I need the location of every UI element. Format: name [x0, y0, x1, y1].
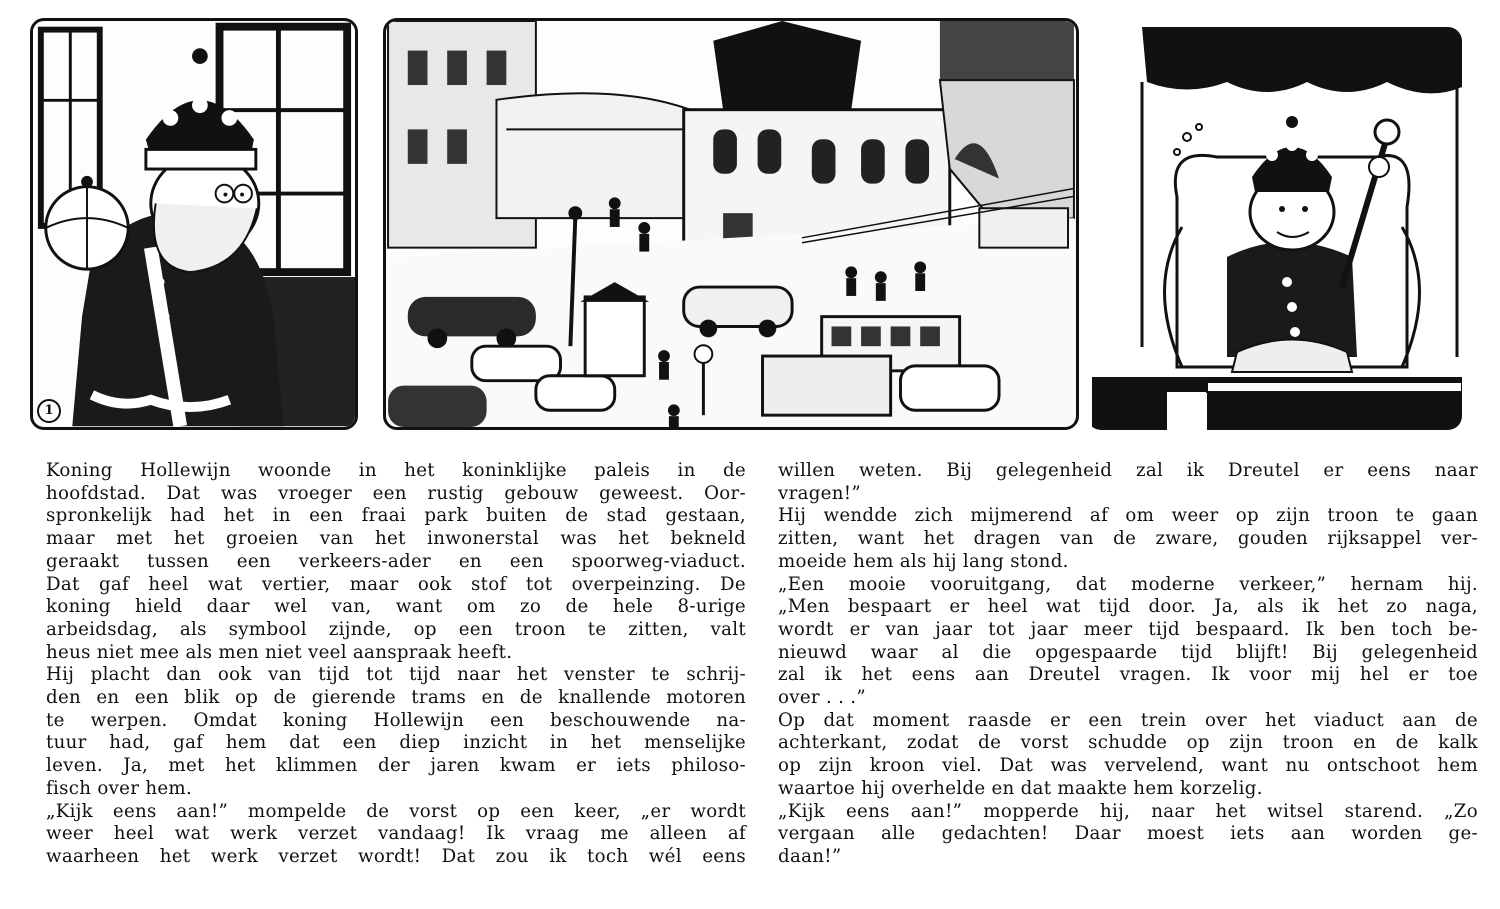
story-line: Koning Hollewijn woonde in het koninklijke paleis in de	[46, 460, 746, 481]
story-line: hoofdstad. Dat was vroeger een rustig gebouw geweest. Oor-	[46, 482, 746, 504]
king-on-throne-illustration	[1087, 27, 1462, 430]
story-line: „Een mooie vooruitgang, dat moderne verkeer,” hernam hij.	[778, 573, 1478, 595]
story-line: fisch over hem.	[46, 777, 193, 799]
story-line: daan!”	[778, 845, 842, 867]
story-line: wordt er van jaar tot jaar meer tijd bespaard. Ik ben toch be-	[778, 618, 1478, 640]
story-line: Op dat moment raasde er een trein over het viaduct aan de	[778, 709, 1478, 731]
story-line: „Men bespaart er heel wat tijd door. Ja, als ik het zo naga,	[778, 596, 1478, 618]
story-line: heus niet mee als men niet veel aanspraak heeft.	[46, 641, 513, 663]
story-line: leven. Ja, met het klimmen der jaren kwam er iets philoso-	[46, 755, 746, 777]
comic-panel-3	[1087, 27, 1462, 430]
story-line: Hij wendde zich mijmerend af om weer op zijn troon te gaan	[778, 505, 1478, 527]
story-line: over . . .”	[778, 687, 866, 709]
comic-panel-2	[383, 18, 1079, 430]
story-column-left	[46, 460, 746, 869]
story-line: vragen!”	[778, 482, 861, 504]
story-line: Dat gaf heel wat vertier, maar ook stof tot overpeinzing. De	[46, 573, 746, 595]
palace-traffic-illustration	[386, 21, 1076, 427]
panel-number: 1	[37, 399, 61, 423]
story-line: weer heel wat werk verzet vandaag! Ik vraag me alleen af	[46, 823, 746, 845]
story-line: moeide hem als hij lang stond.	[778, 550, 1069, 572]
story-line: vergaan alle gedachten! Daar moest iets aan worden ge-	[778, 823, 1478, 845]
story-line: Hij placht dan ook van tijd tot tijd naar het venster te schrij-	[46, 664, 746, 686]
story-line: geraakt tussen een verkeers-ader en een spoorweg-viaduct.	[46, 550, 746, 572]
story-line: achterkant, zodat de vorst schudde op zijn troon en de kalk	[778, 732, 1478, 754]
story-line: waartoe hij overhelde en dat maakte hem korzelig.	[778, 777, 1263, 799]
king-at-window-illustration	[33, 21, 355, 427]
story-line: op zijn kroon viel. Dat was vervelend, want nu ontschoot hem	[778, 755, 1478, 777]
story-line: te werpen. Omdat koning Hollewijn een beschouwende na-	[46, 709, 746, 731]
story-column-right	[778, 460, 1478, 869]
story-line: spronkelijk had het in een fraai park buiten de stad gestaan,	[46, 505, 746, 527]
story-line: maar met het groeien van het inwonerstal was het bekneld	[46, 528, 746, 550]
story-line: „Kijk eens aan!” mompelde de vorst op een keer, „er wordt	[46, 800, 746, 822]
story-line: tuur had, gaf hem dat een diep inzicht in het menselijke	[46, 732, 746, 754]
story-line: zal ik het eens aan Dreutel vragen. Ik voor mij hel er toe	[778, 664, 1478, 686]
story-line: koning hield daar wel van, want om zo de hele 8-urige	[46, 596, 746, 618]
story-line: willen weten. Bij gelegenheid zal ik Dreutel er eens naar	[778, 460, 1478, 481]
story-line: waarheen het werk verzet wordt! Dat zou ik toch wél eens	[46, 845, 746, 867]
story-line: nieuwd waar al die opgespaarde tijd blijft! Bij gelegenheid	[778, 641, 1478, 663]
story-line: „Kijk eens aan!” mopperde hij, naar het witsel starend. „Zo	[778, 800, 1478, 822]
story-line: zitten, want het dragen van de zware, gouden rijksappel ver-	[778, 528, 1478, 550]
story-line: arbeidsdag, als symbool zijnde, op een troon te zitten, valt	[46, 618, 746, 640]
comic-panel-1	[30, 18, 358, 430]
story-line: den en een blik op de gierende trams en de knallende motoren	[46, 687, 746, 709]
